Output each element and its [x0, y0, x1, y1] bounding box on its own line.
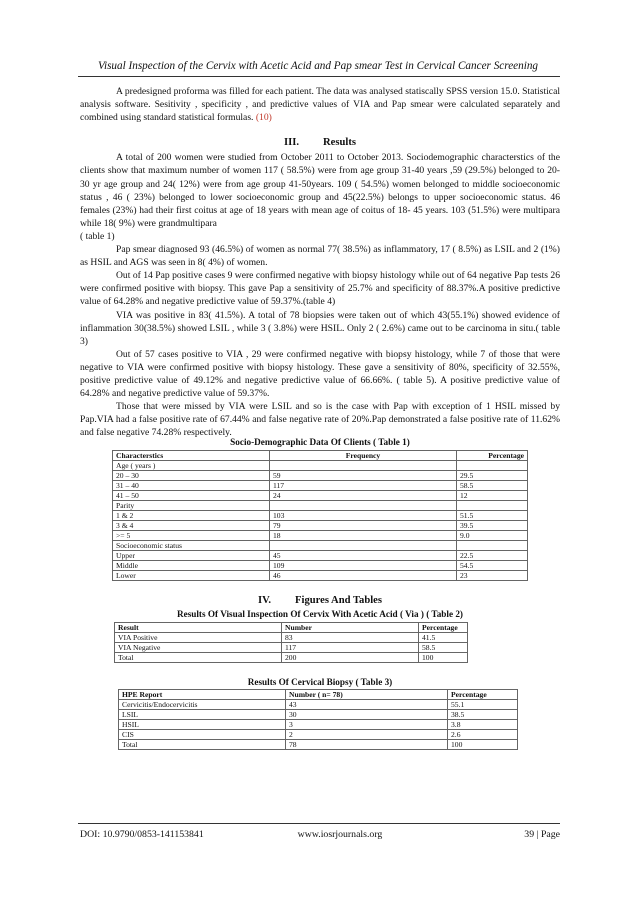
table-cell: Socioeconomic status: [113, 541, 270, 551]
table-cell: 58.5: [457, 481, 528, 491]
table-row: [119, 700, 518, 710]
table-cell: Middle: [113, 561, 270, 571]
table-row: [113, 541, 528, 551]
table-3-caption: Results Of Cervical Biopsy ( Table 3): [247, 677, 393, 687]
table-cell: VIA Positive: [115, 633, 282, 643]
article-body: [80, 85, 560, 439]
results-heading: [80, 136, 560, 149]
table-cell: VIA Negative: [115, 643, 282, 653]
table-cell: [270, 501, 457, 511]
table-cell: [457, 541, 528, 551]
table-cell: 100: [448, 740, 518, 750]
table-cell: 55.1: [448, 700, 518, 710]
table-cell: 59: [270, 471, 457, 481]
table-cell: Total: [119, 740, 286, 750]
footer-page-number: 39 | Page: [524, 829, 560, 840]
table-row: [113, 471, 528, 481]
table-cell: 39.5: [457, 521, 528, 531]
results-paragraph-1-ref: ( table 1): [80, 230, 115, 242]
table-cell: 51.5: [457, 511, 528, 521]
table-header-cell: Number ( n= 78): [286, 690, 448, 700]
table-cell: 3: [286, 720, 448, 730]
table-row: [115, 633, 468, 643]
results-paragraph-3: Out of 14 Pap positive cases 9 were confirmed negative with biopsy histology while out of 64 negative Pap tests 26 were confirmed positive with biopsy. This gave Pap a sensitivity of 25.7% and specificity of 88.37%.A positive predictive value of 64.28% and negative predictive value of 59.37%.(table 4): [80, 270, 560, 308]
table-cell: LSIL: [119, 710, 286, 720]
table-cell: 38.5: [448, 710, 518, 720]
table-header-cell: Percentage: [419, 623, 468, 633]
table-cell: 45: [270, 551, 457, 561]
table-cell: Lower: [113, 571, 270, 581]
table-header-cell: Characterstics: [113, 451, 270, 461]
table-cell: 78: [286, 740, 448, 750]
table-row: [113, 571, 528, 581]
table-cell: HSIL: [119, 720, 286, 730]
table-1-body: [113, 461, 528, 581]
table-2-body: [115, 633, 468, 663]
table-cell: 46: [270, 571, 457, 581]
table-3-body: [119, 700, 518, 750]
table-cell: Total: [115, 653, 282, 663]
table-header-cell: HPE Report: [119, 690, 286, 700]
results-section-number: III.: [284, 137, 300, 149]
table-cell: 2.6: [448, 730, 518, 740]
table-row: [113, 481, 528, 491]
table-cell: 18: [270, 531, 457, 541]
methods-text: A predesigned proforma was filled for each patient. The data was analysed statiscally SPSS version 15.0. Statistical analysis software. Sesitivity , specificity , and predictive values of VIA and Pap smear were calculated separately and combined using standard statistical formulas.: [80, 86, 560, 124]
table-cell: 20 – 30: [113, 471, 270, 481]
table-1: [112, 450, 528, 581]
footer-website-link[interactable]: www.iosrjournals.org: [297, 829, 383, 840]
table-cell: 54.5: [457, 561, 528, 571]
table-cell: 117: [270, 481, 457, 491]
methods-paragraph: [80, 85, 560, 124]
table-cell: 1 & 2: [113, 511, 270, 521]
table-row: [113, 561, 528, 571]
table-row: [113, 461, 528, 471]
table-cell: Parity: [113, 501, 270, 511]
table-cell: 79: [270, 521, 457, 531]
table-cell: 109: [270, 561, 457, 571]
table-header-row: [115, 623, 468, 633]
figures-section-number: IV.: [257, 595, 272, 606]
table-cell: 24: [270, 491, 457, 501]
table-header-row: [119, 690, 518, 700]
table-cell: 9.0: [457, 531, 528, 541]
table-cell: 58.5: [419, 643, 468, 653]
table-2: [114, 622, 468, 663]
figures-heading: [80, 595, 560, 606]
table-cell: 30: [286, 710, 448, 720]
table-cell: 12: [457, 491, 528, 501]
table-header-cell: Result: [115, 623, 282, 633]
table-cell: 41.5: [419, 633, 468, 643]
table-cell: 2: [286, 730, 448, 740]
table-header-row: [113, 451, 528, 461]
table-cell: CIS: [119, 730, 286, 740]
table-cell: 3.8: [448, 720, 518, 730]
table-1-caption: Socio-Demographic Data Of Clients ( Table 1): [230, 437, 410, 447]
results-paragraph-6: Those that were missed by VIA were LSIL and so is the case with Pap with exception of 1 HSIL missed by Pap.VIA had a false positive rate of 67.44% and false negative rate of 20%.Pap demonstrated a false positive rate of 11.62% and false negative 74.28% respectively.: [80, 401, 560, 439]
table-cell: Age ( years ): [113, 461, 270, 471]
results-paragraph-5: Out of 57 cases positive to VIA , 29 were confirmed negative with biopsy histology, while 7 of those that were negative to VIA were confirmed positive with biopsy histology. These gave a sensitivity of 80%, specificity of 32.55%, positive predictive value of 49.12% and negative predictive value of 66.66%. ( table 5). A positive predictive value of 64.28% and negative predictive value of 59.37%.: [80, 348, 560, 400]
results-paragraph-1: A total of 200 women were studied from October 2011 to October 2013. Sociodemographic characterstics of the clients show that maximum number of women 117 ( 58.5%) were from age group 31-40 years ,59 (29.5%) belonged to 20-30 yr age group and 24( 12%) were from age group 41-50years. 109 ( 54.5%) women belonged to middle socioeconomic status , 46 ( 23%) belonged to lower socioeconomic group and 45(22.5%) belongs to upper socioeconomic status. 46 females (23%) had their first coitus at age of 18 years with mean age of coitus of 18- 45 years. 103 (51.5%) were multipara while 18( 9%) were grandmultipara: [80, 152, 560, 229]
table-cell: 43: [286, 700, 448, 710]
table-cell: [457, 501, 528, 511]
running-header: Visual Inspection of the Cervix with Acetic Acid and Pap smear Test in Cervical Cancer Screening: [97, 60, 539, 72]
table-cell: Upper: [113, 551, 270, 561]
table-row: [119, 740, 518, 750]
table-header-cell: Percentage: [457, 451, 528, 461]
table-row: [113, 531, 528, 541]
table-cell: 83: [282, 633, 419, 643]
table-2-caption: Results Of Visual Inspection Of Cervix With Acetic Acid ( Via ) ( Table 2): [176, 609, 463, 619]
table-row: [115, 643, 468, 653]
table-cell: 117: [282, 643, 419, 653]
reference-link[interactable]: (10): [255, 112, 272, 124]
table-row: [113, 521, 528, 531]
table-cell: 3 & 4: [113, 521, 270, 531]
header-rule: [78, 76, 560, 77]
table-cell: [457, 461, 528, 471]
table-row: [113, 501, 528, 511]
table-cell: 200: [282, 653, 419, 663]
table-cell: 22.5: [457, 551, 528, 561]
table-row: [113, 491, 528, 501]
table-cell: 103: [270, 511, 457, 521]
table-row: [119, 730, 518, 740]
table-row: [113, 511, 528, 521]
table-cell: 100: [419, 653, 468, 663]
table-3: [118, 689, 518, 750]
table-row: [115, 653, 468, 663]
table-row: [119, 720, 518, 730]
table-header-cell: Frequency: [270, 451, 457, 461]
footer-rule: [78, 823, 560, 824]
results-paragraph-2: Pap smear diagnosed 93 (46.5%) of women as normal 77( 38.5%) as inflammatory, 17 ( 8.5%) as LSIL and 2 (1%) as HSIL and AGS was seen in 8( 4%) of women.: [80, 244, 560, 269]
table-row: [119, 710, 518, 720]
figures-section-title: Figures And Tables: [295, 595, 382, 606]
table-cell: 41 – 50: [113, 491, 270, 501]
results-section-title: Results: [323, 137, 356, 149]
table-cell: 29.5: [457, 471, 528, 481]
table-cell: 23: [457, 571, 528, 581]
table-cell: 31 – 40: [113, 481, 270, 491]
table-cell: >= 5: [113, 531, 270, 541]
table-cell: Cervicitis/Endocervicitis: [119, 700, 286, 710]
table-cell: [270, 541, 457, 551]
results-paragraph-4: VIA was positive in 83( 41.5%). A total of 78 biopsies were taken out of which 43(55.1%) showed evidence of inflammation 30(38.5%) showed LSIL , while 3 ( 3.8%) were HSIL. Only 2 ( 2.6%) came out to be carcinoma in situ.( table 3): [80, 309, 560, 347]
footer-doi: DOI: 10.9790/0853-141153841: [80, 829, 204, 840]
table-cell: [270, 461, 457, 471]
table-row: [113, 551, 528, 561]
table-header-cell: Number: [282, 623, 419, 633]
table-header-cell: Percentage: [448, 690, 518, 700]
